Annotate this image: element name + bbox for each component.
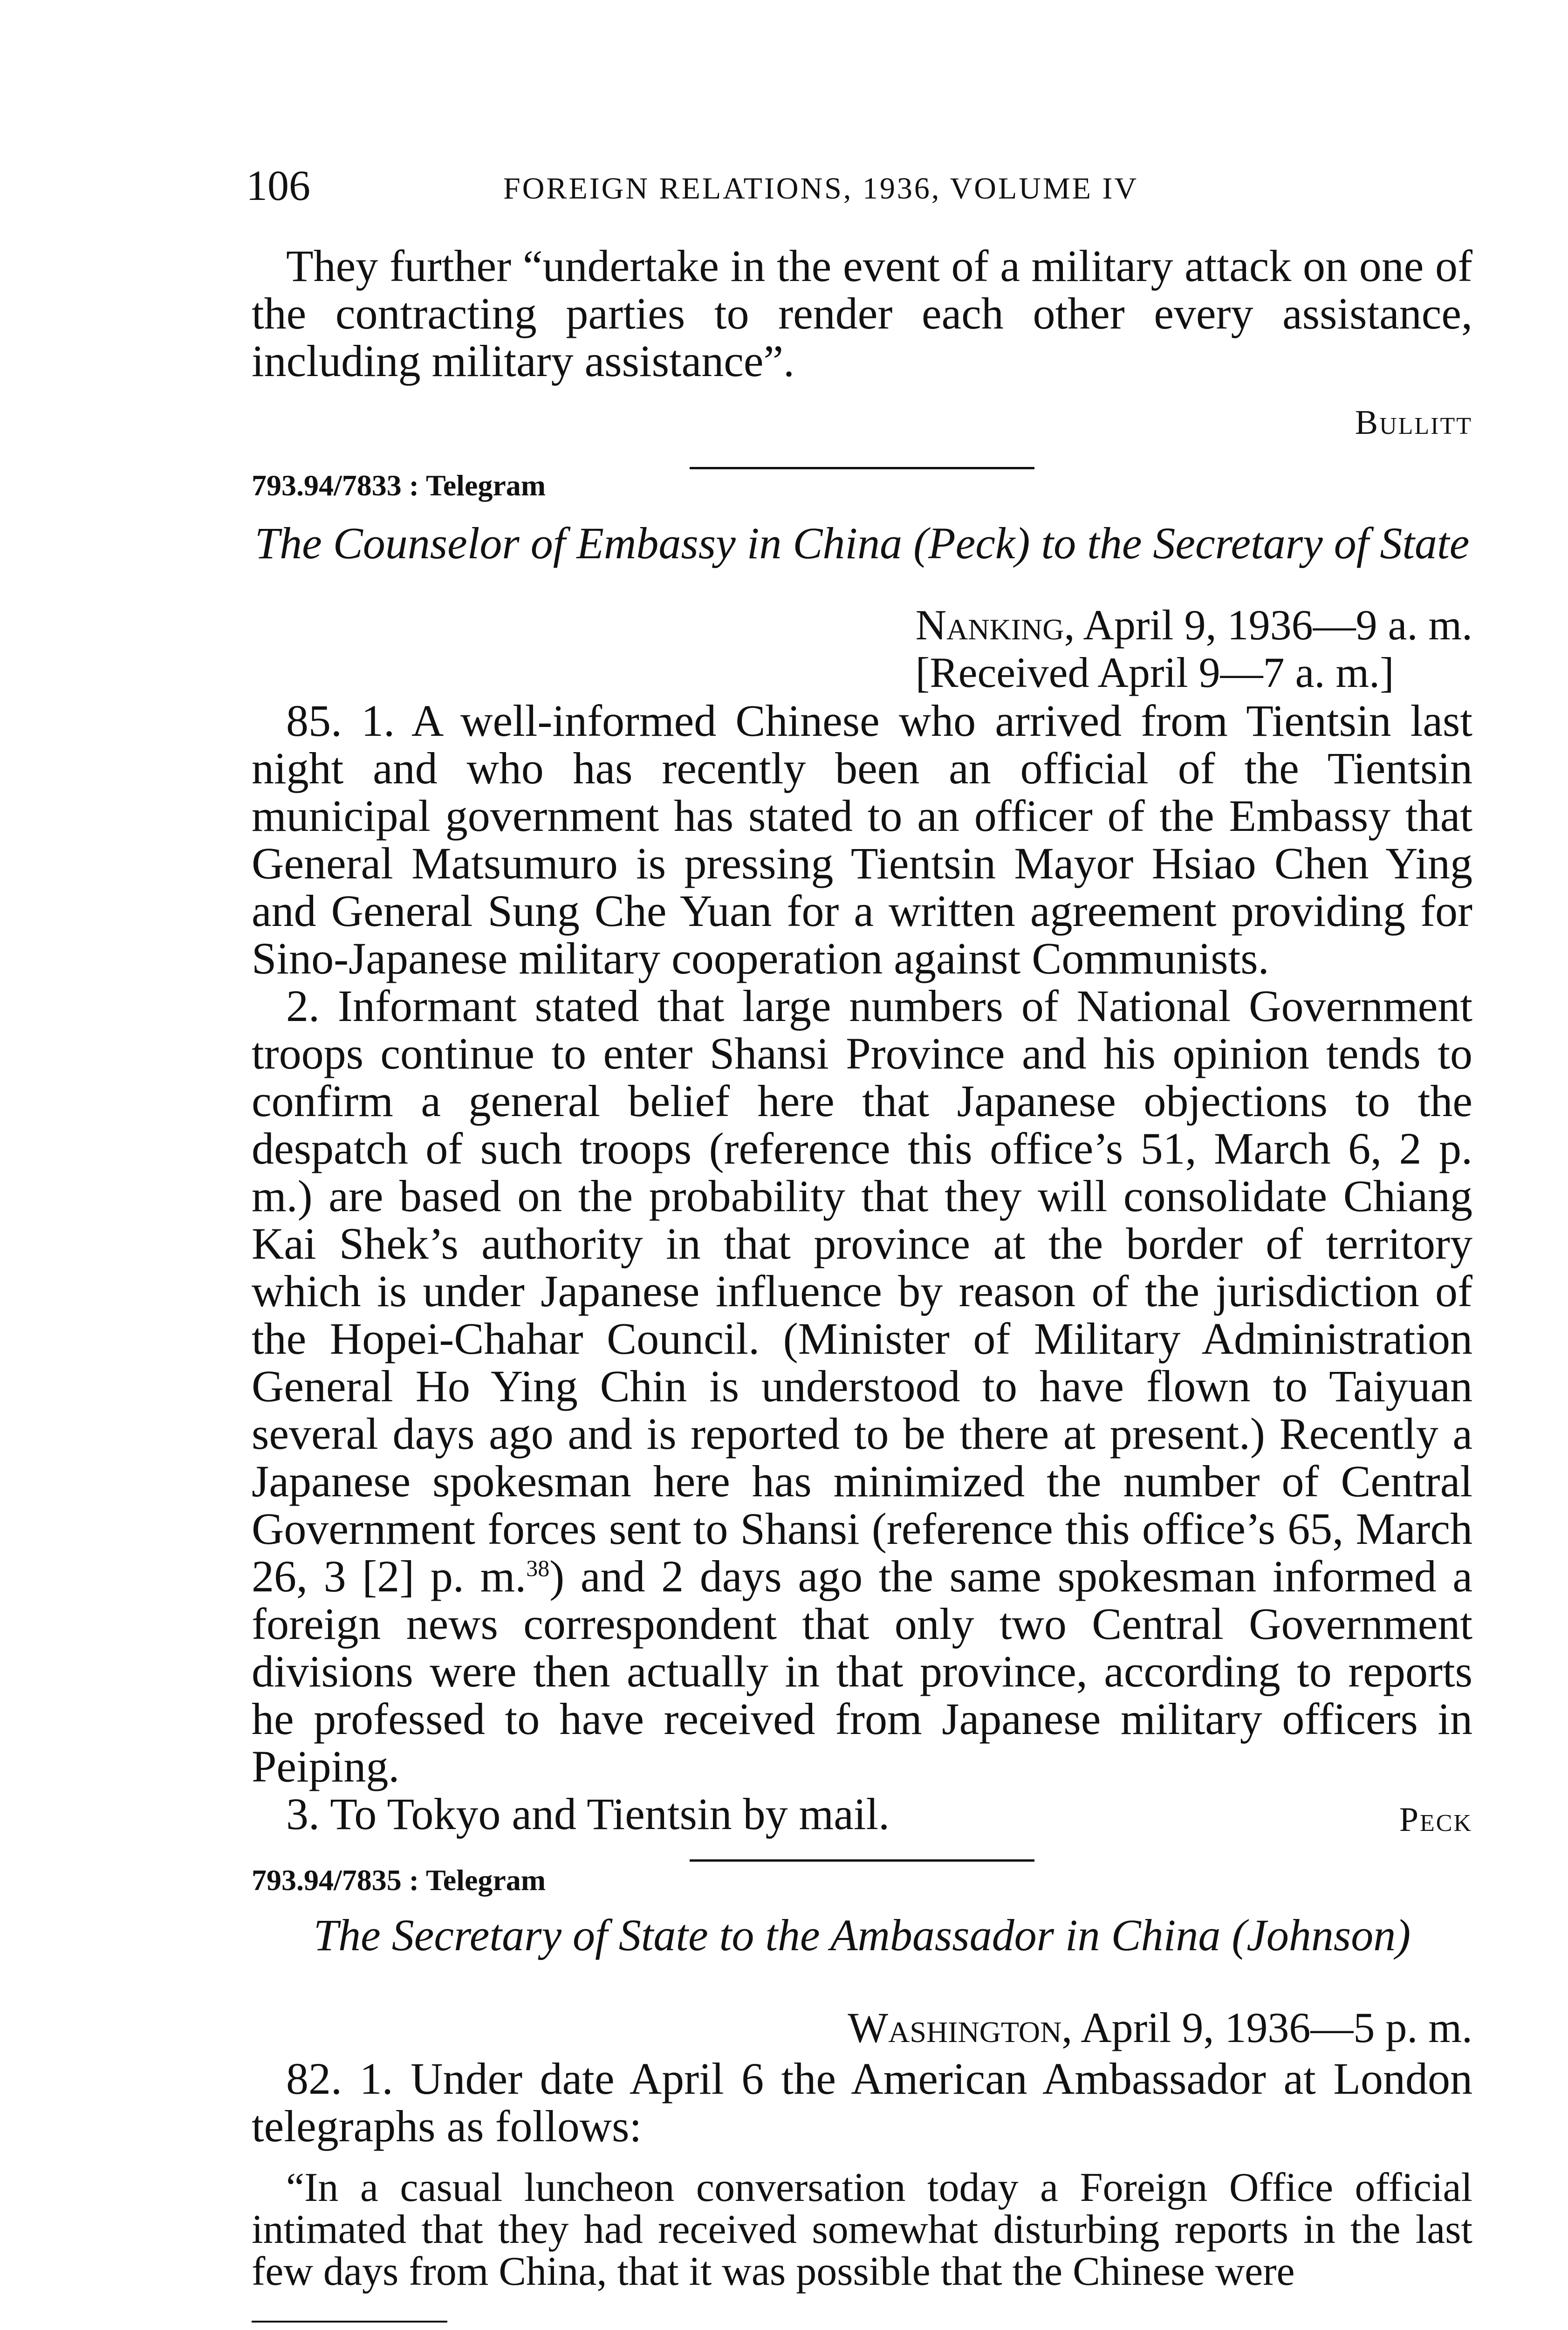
page-number: 106	[246, 162, 310, 209]
paragraph-2-text-b: ) and 2 days ago the same spokesman informed a foreign news correspondent that only two Central Government divisions were then actually in that province, according to reports he professed to have received from Japanese military officers in Peiping.	[252, 1551, 1473, 1791]
signature-peck: Peck	[1399, 1801, 1472, 1839]
document-heading: The Secretary of State to the Ambassador in China (Johnson)	[313, 1910, 1411, 1960]
file-reference: 793.94/7835 : Telegram	[252, 1864, 546, 1897]
paragraph-1: 85. 1. A well-informed Chinese who arrived from Tientsin last night and who has recently been an official of the Tientsin municipal government has stated to an officer of the Embassy that General Matsumuro is pressing Tientsin Mayor Hsiao Chen Ying and General Sung Che Yuan for a written agreement providing for Sino-Japanese military cooperation against Communists.	[252, 696, 1472, 983]
document-heading: The Counselor of Embassy in China (Peck) to the Secretary of State	[254, 518, 1470, 568]
paragraph-1: 82. 1. Under date April 6 the American Ambassador at London telegraphs as follows:	[252, 2054, 1472, 2151]
previous-document-text	[252, 242, 1472, 385]
paragraph-2-text-a: 2. Informant stated that large numbers of National Government troops continue to enter Shansi Province and his opinion tends to confirm a general belief here that Japanese objections to the despatch of such troops (reference this office’s 51, March 6, 2 p. m.) are based on the probability that they will consolidate Chiang Kai Shek’s authority in that province at the border of territory which is under Japanese influence by reason of the jurisdiction of the Hopei-Chahar Council. (Minister of Military Administration General Ho Ying Chin is understood to have flown to Taiyuan several days ago and is reported to be there at present.) Recently a Japanese spokesman here has minimized the number of Central Government forces sent to Shansi (reference this office’s 65, March 26, 3 [2] p. m.	[252, 981, 1472, 1601]
paragraph-3: 3. To Tokyo and Tientsin by mail.	[286, 1789, 890, 1839]
dateline-place: Washington,	[848, 2004, 1073, 2051]
telegram-body	[252, 2055, 1472, 2293]
running-title: FOREIGN RELATIONS, 1936, VOLUME IV	[503, 171, 1139, 206]
received-note: [Received April 9—7 a. m.]	[915, 649, 1394, 696]
dateline	[848, 2004, 1472, 2051]
signature-bullitt: Bullitt	[1355, 404, 1472, 442]
dateline-date: April 9, 1936—5 p. m.	[1081, 2004, 1472, 2051]
closing-paragraph: They further “undertake in the event of a military attack on one of the contracting parties to render each other every assistance, including military assistance”.	[252, 241, 1472, 386]
dateline-place: Nanking,	[915, 601, 1075, 649]
footnote-divider	[252, 2321, 447, 2323]
paragraph-2	[252, 982, 1472, 1790]
dateline	[916, 601, 1472, 696]
dateline-date: April 9, 1936—9 a. m.	[1083, 601, 1472, 649]
section-divider	[690, 467, 1034, 469]
quoted-telegram: “In a casual luncheon conversation today a Foreign Office official intimated that they had received somewhat disturbing reports in the last few days from China, that it was possible that the Chinese were	[252, 2165, 1472, 2294]
telegram-body	[252, 697, 1472, 1838]
section-divider	[690, 1859, 1034, 1862]
footnote-reference: 38	[526, 1555, 550, 1581]
file-reference: 793.94/7833 : Telegram	[252, 469, 546, 502]
